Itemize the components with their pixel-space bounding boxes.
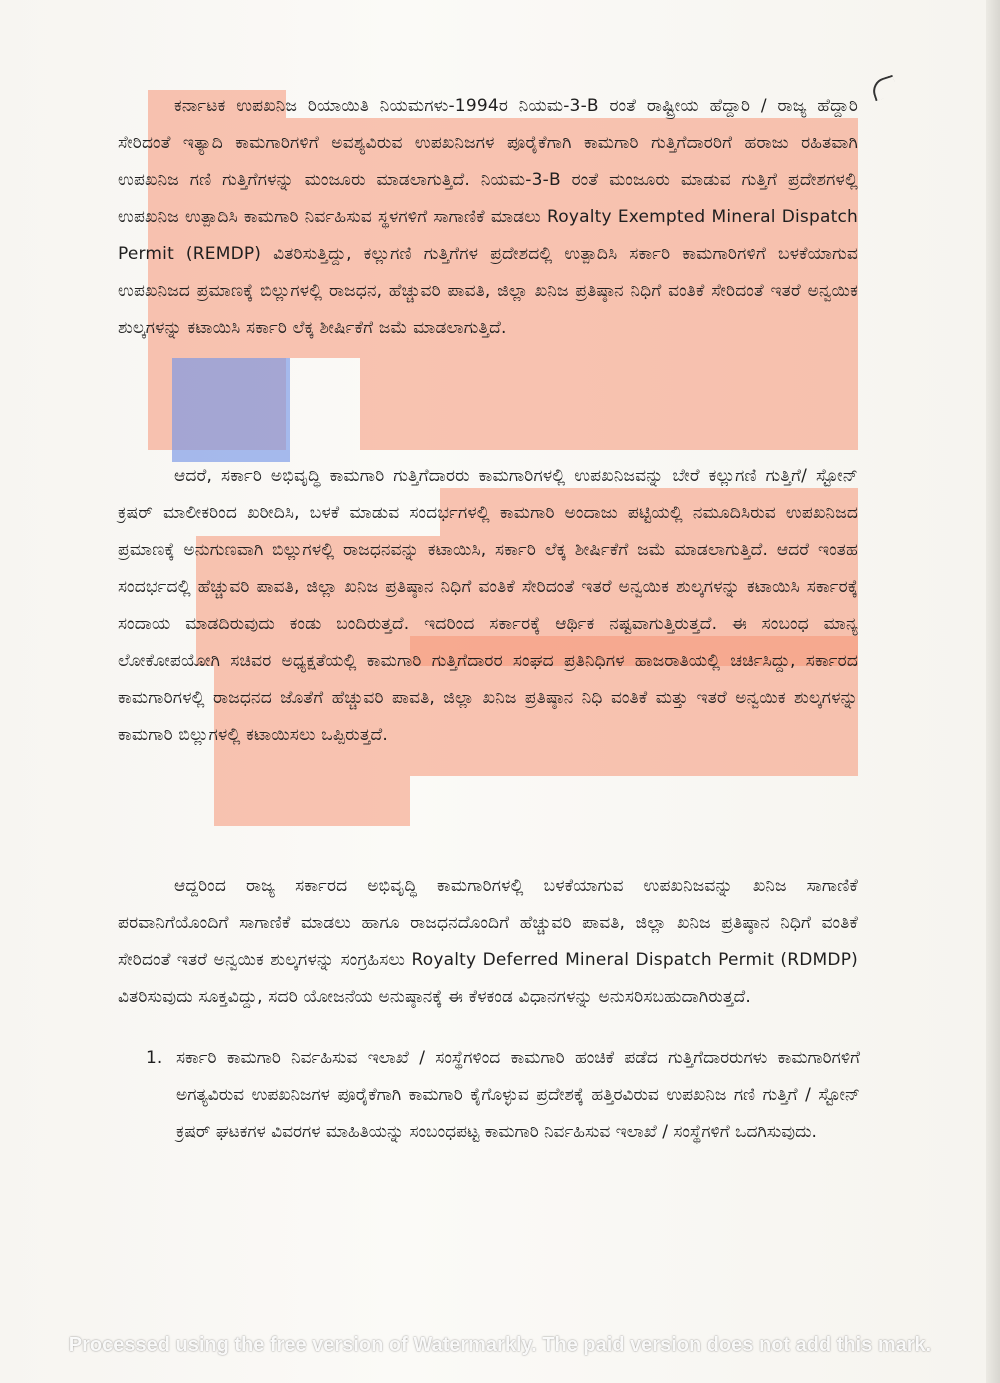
list-item-number: 1. xyxy=(146,1048,163,1068)
paragraph-text: ಆದರೆ, ಸರ್ಕಾರಿ ಅಭಿವೃದ್ಧಿ ಕಾಮಗಾರಿ ಗುತ್ತಿಗೆದಾರರು ಕಾಮಗಾರಿಗಳಲ್ಲಿ ಉಪಖನಿಜವನ್ನು ಬೇರೆ ಕಲ್ಲುಗಣಿ ಗುತ್ತಿಗೆ/ ಸ್ಟೋನ್ ಕ್ರಷರ್ ಮಾಲೀಕರಿಂದ ಖರೀದಿಸಿ, ಬಳಕೆ ಮಾಡುವ ಸಂದರ್ಭಗಳಲ್ಲಿ ಕಾಮಗಾರಿ ಅಂದಾಜು ಪಟ್ಟಿಯಲ್ಲಿ ನಮೂದಿಸಿರುವ ಉಪಖನಿಜದ ಪ್ರಮಾಣಕ್ಕೆ ಅನುಗುಣವಾಗಿ ಬಿಲ್ಲುಗಳಲ್ಲಿ ರಾಜಧನವನ್ನು ಕಟಾಯಿಸಿ, ಸರ್ಕಾರಿ ಲೆಕ್ಕ ಶೀರ್ಷಿಕೆಗೆ ಜಮೆ ಮಾಡಲಾಗುತ್ತಿದೆ. ಆದರೆ ಇಂತಹ ಸಂದರ್ಭದಲ್ಲಿ ಹೆಚ್ಚುವರಿ ಪಾವತಿ, ಜಿಲ್ಲಾ ಖನಿಜ ಪ್ರತಿಷ್ಠಾನ ನಿಧಿಗೆ ವಂತಿಕೆ ಸೇರಿದಂತೆ ಇತರೆ ಅನ್ವಯಿಕ ಶುಲ್ಕಗಳನ್ನು ಕಟಾಯಿಸಿ ಸರ್ಕಾರಕ್ಕೆ ಸಂದಾಯ ಮಾಡದಿರುವುದು ಕಂಡು ಬಂದಿರುತ್ತದೆ. ಇದರಿಂದ ಸರ್ಕಾರಕ್ಕೆ ಆರ್ಥಿಕ ನಷ್ಟವಾಗುತ್ತಿರುತ್ತದೆ. ಈ ಸಂಬಂಧ ಮಾನ್ಯ ಲೋಕೋಪಯೋಗಿ ಸಚಿವರ ಅಧ್ಯಕ್ಷತೆಯಲ್ಲಿ ಕಾಮಗಾರಿ ಗುತ್ತಿಗೆದಾರರ ಸಂಘದ ಪ್ರತಿನಿಧಿಗಳ ಹಾಜರಾತಿಯಲ್ಲಿ ಚರ್ಚಿಸಿದ್ದು, ಸರ್ಕಾರದ ಕಾಮಗಾರಿಗಳಲ್ಲಿ ರಾಜಧನದ ಜೊತೆಗೆ ಹೆಚ್ಚುವರಿ ಪಾವತಿ, ಜಿಲ್ಲಾ ಖನಿಜ ಪ್ರತಿಷ್ಠಾನ ನಿಧಿ ವಂತಿಕೆ ಮತ್ತು ಇತರೆ ಅನ್ವಯಿಕ ಶುಲ್ಕಗಳನ್ನು ಕಾಮಗಾರಿ ಬಿಲ್ಲುಗಳಲ್ಲಿ ಕಟಾಯಿಸಲು ಒಪ್ಪಿರುತ್ತದೆ. xyxy=(118,466,858,745)
watermark-text: Processed using the free version of Watermarkly. The paid version does not add this mark. xyxy=(68,1334,932,1356)
list-item-text: ಸರ್ಕಾರಿ ಕಾಮಗಾರಿ ನಿರ್ವಹಿಸುವ ಇಲಾಖೆ / ಸಂಸ್ಥೆಗಳಿಂದ ಕಾಮಗಾರಿ ಹಂಚಿಕೆ ಪಡೆದ ಗುತ್ತಿಗೆದಾರರುಗಳು ಕಾಮಗಾರಿಗಳಿಗೆ ಅಗತ್ಯವಿರುವ ಉಪಖನಿಜಗಳ ಪೂರೈಕೆಗಾಗಿ ಕಾಮಗಾರಿ ಕೈಗೊಳ್ಳುವ ಪ್ರದೇಶಕ್ಕೆ ಹತ್ತಿರವಿರುವ ಉಪಖನಿಜ ಗಣಿ ಗುತ್ತಿಗೆ / ಸ್ಟೋನ್ ಕ್ರಷರ್ ಘಟಕಗಳ ವಿವರಗಳ ಮಾಹಿತಿಯನ್ನು ಸಂಬಂಧಪಟ್ಟ ಕಾಮಗಾರಿ ನಿರ್ವಹಿಸುವ ಇಲಾಖೆ / ಸಂಸ್ಥೆಗಳಿಗೆ ಒದಗಿಸುವುದು. xyxy=(176,1048,860,1142)
paragraph-text: ಆದ್ದರಿಂದ ರಾಜ್ಯ ಸರ್ಕಾರದ ಅಭಿವೃದ್ಧಿ ಕಾಮಗಾರಿಗಳಲ್ಲಿ ಬಳಕೆಯಾಗುವ ಉಪಖನಿಜವನ್ನು ಖನಿಜ ಸಾಗಾಣಿಕೆ ಪರವಾನಿಗೆಯೊಂದಿಗೆ ಸಾಗಾಣಿಕೆ ಮಾಡಲು ಹಾಗೂ ರಾಜಧನದೊಂದಿಗೆ ಹೆಚ್ಚುವರಿ ಪಾವತಿ, ಜಿಲ್ಲಾ ಖನಿಜ ಪ್ರತಿಷ್ಠಾನ ನಿಧಿಗೆ ವಂತಿಕೆ ಸೇರಿದಂತೆ ಇತರೆ ಅನ್ವಯಿಕ ಶುಲ್ಕಗಳನ್ನು ಸಂಗ್ರಹಿಸಲು Royalty Deferred Mineral Dispatch Permit (RDMDP) ವಿತರಿಸುವುದು ಸೂಕ್ತವಿದ್ದು, ಸದರಿ ಯೋಜನೆಯ ಅನುಷ್ಠಾನಕ್ಕೆ ಈ ಕೆಳಕಂಡ ವಿಧಾನಗಳನ್ನು ಅನುಸರಿಸಬಹುದಾಗಿರುತ್ತದೆ. xyxy=(118,876,858,1007)
pen-mark xyxy=(869,75,898,101)
highlight-block xyxy=(172,358,290,462)
list-item xyxy=(140,1040,860,1151)
paragraph-3 xyxy=(118,868,858,1016)
numbered-list xyxy=(140,1040,860,1151)
paragraph-1 xyxy=(118,88,858,347)
paragraph-text: ಕರ್ನಾಟಕ ಉಪಖನಿಜ ರಿಯಾಯಿತಿ ನಿಯಮಗಳು-1994ರ ನಿಯಮ-3-B ರಂತೆ ರಾಷ್ಟ್ರೀಯ ಹೆದ್ದಾರಿ / ರಾಜ್ಯ ಹೆದ್ದಾರಿ ಸೇರಿದಂತೆ ಇತ್ಯಾದಿ ಕಾಮಗಾರಿಗಳಿಗೆ ಅವಶ್ಯವಿರುವ ಉಪಖನಿಜಗಳ ಪೂರೈಕೆಗಾಗಿ ಕಾಮಗಾರಿ ಗುತ್ತಿಗೆದಾರರಿಗೆ ಹರಾಜು ರಹಿತವಾಗಿ ಉಪಖನಿಜ ಗಣಿ ಗುತ್ತಿಗೆಗಳನ್ನು ಮಂಜೂರು ಮಾಡಲಾಗುತ್ತಿದೆ. ನಿಯಮ-3-B ರಂತೆ ಮಂಜೂರು ಮಾಡುವ ಗುತ್ತಿಗೆ ಪ್ರದೇಶಗಳಲ್ಲಿ ಉಪಖನಿಜ ಉತ್ಪಾದಿಸಿ ಕಾಮಗಾರಿ ನಿರ್ವಹಿಸುವ ಸ್ಥಳಗಳಿಗೆ ಸಾಗಾಣಿಕೆ ಮಾಡಲು Royalty Exempted Mineral Dispatch Permit (REMDP) ವಿತರಿಸುತ್ತಿದ್ದು, ಕಲ್ಲುಗಣಿ ಗುತ್ತಿಗೆಗಳ ಪ್ರದೇಶದಲ್ಲಿ ಉತ್ಪಾದಿಸಿ ಸರ್ಕಾರಿ ಕಾಮಗಾರಿಗಳಿಗೆ ಬಳಕೆಯಾಗುವ ಉಪಖನಿಜದ ಪ್ರಮಾಣಕ್ಕೆ ಬಿಲ್ಲುಗಳಲ್ಲಿ ರಾಜಧನ, ಹೆಚ್ಚುವರಿ ಪಾವತಿ, ಜಿಲ್ಲಾ ಖನಿಜ ಪ್ರತಿಷ್ಠಾನ ನಿಧಿಗೆ ವಂತಿಕೆ ಸೇರಿದಂತೆ ಇತರೆ ಅನ್ವಯಿಕ ಶುಲ್ಕಗಳನ್ನು ಕಟಾಯಿಸಿ ಸರ್ಕಾರಿ ಲೆಕ್ಕ ಶೀರ್ಷಿಕೆಗೆ ಜಮೆ ಮಾಡಲಾಗುತ್ತಿದೆ. xyxy=(118,96,858,338)
highlight-block xyxy=(360,358,858,450)
paragraph-2 xyxy=(118,458,858,754)
page-edge-shadow xyxy=(986,0,1000,1383)
